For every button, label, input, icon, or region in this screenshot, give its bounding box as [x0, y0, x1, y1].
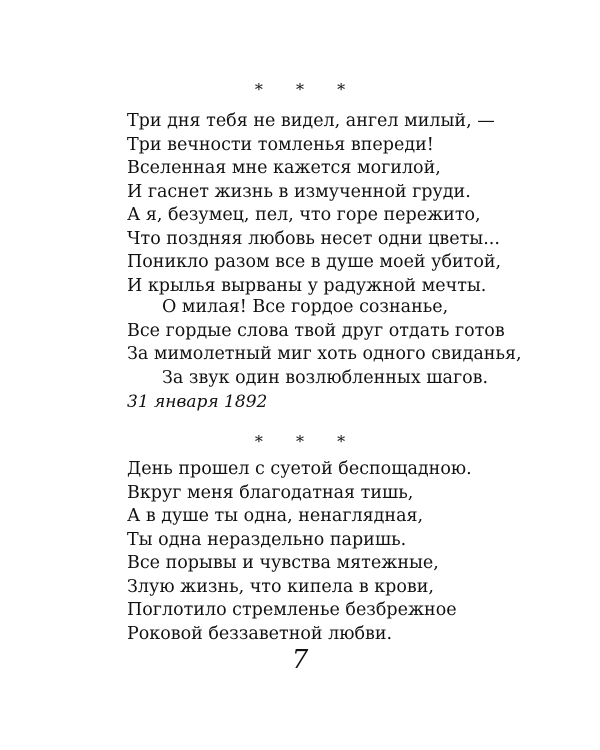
verse-line: Все порывы и чувства мятежные,	[127, 553, 439, 573]
verse-line: Вкруг меня благодатная тишь,	[127, 482, 414, 503]
verse-line: Поглотило стремленье безбрежное	[127, 600, 457, 620]
stanza	[127, 110, 495, 204]
page-number: 7	[291, 645, 309, 675]
poem-separator: * * *	[254, 432, 360, 451]
verse-line: Вселенная мне кажется могилой,	[127, 158, 441, 178]
verse-line: За мимолетный миг хоть одного свиданья,	[127, 344, 522, 364]
verse-line: А я, безумец, пел, что горе пережито,	[127, 205, 481, 225]
verse-line: Три дня тебя не видел, ангел милый, —	[127, 111, 495, 131]
verse-line: Три вечности томленья впереди!	[127, 134, 434, 155]
verse-line: День прошел с суетой беспощадною.	[127, 459, 472, 479]
poem-date: 31 января 1892	[127, 392, 268, 412]
stanza	[127, 296, 522, 390]
verse-line: О милая! Все гордое сознанье,	[162, 297, 449, 317]
verse-line: И крылья вырваны у радужной мечты.	[127, 275, 487, 296]
verse-line: Что поздняя любовь несет одни цветы...	[127, 228, 500, 249]
verse-line: А в душе ты одна, ненаглядная,	[127, 506, 424, 526]
stanza	[127, 552, 457, 646]
verse-line: Все гордые слова твой друг отдать готов	[127, 320, 505, 341]
verse-line: Ты одна нераздельно паришь.	[127, 529, 407, 550]
verse-line: И гаснет жизнь в измученной груди.	[127, 181, 471, 202]
verse-line: Злую жизнь, что кипела в крови,	[127, 576, 434, 597]
stanza	[127, 204, 501, 298]
verse-line: Роковой беззаветной любви.	[127, 623, 393, 644]
stanza	[127, 458, 472, 552]
poem-separator: * * *	[254, 80, 360, 99]
verse-line: Поникло разом все в душе моей убитой,	[127, 252, 502, 272]
verse-line: За звук один возлюбленных шагов.	[162, 367, 489, 388]
